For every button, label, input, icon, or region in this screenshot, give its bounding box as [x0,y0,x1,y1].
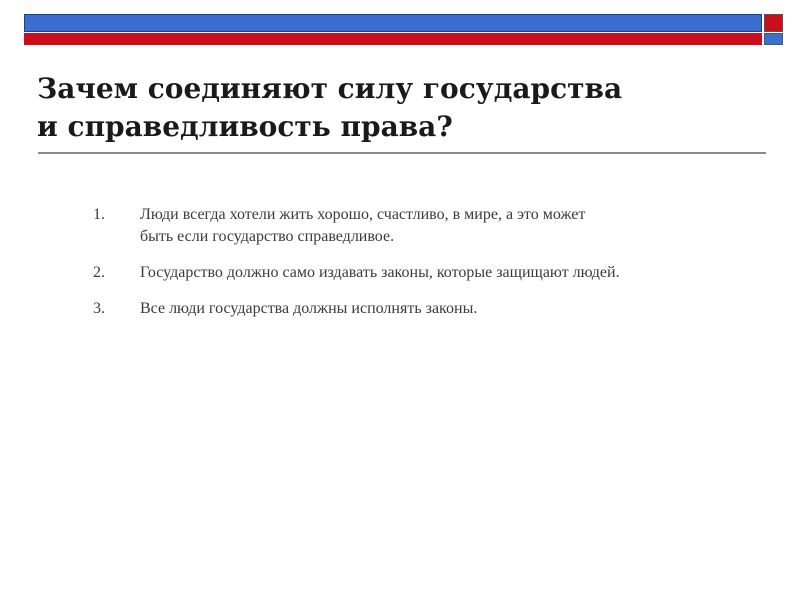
list-item-text: Государство должно само издавать законы, которые защищают людей. [140,264,620,281]
header-band-blue [24,14,762,32]
slide-title-line-2: и справедливость права? [37,110,453,143]
list-item [0,298,620,320]
title-underline [38,152,766,154]
list-item-number: 1. [93,206,105,223]
corner-square-red [764,14,783,32]
list-item [0,204,620,248]
corner-square-blue [764,33,783,45]
slide-title-line-1: Зачем соединяют силу государства [37,72,623,105]
list-item-number: 3. [93,300,105,317]
list-item-text: Люди всегда хотели жить хорошо, счастливо, в мире, а это может быть если государство справедливое. [140,206,586,245]
list-item-text: Все люди государства должны исполнять законы. [140,300,478,317]
header-band-red [24,33,762,45]
list-item-number: 2. [93,264,105,281]
list-item [0,262,620,284]
numbered-list [0,204,620,334]
slide-title [37,70,757,146]
